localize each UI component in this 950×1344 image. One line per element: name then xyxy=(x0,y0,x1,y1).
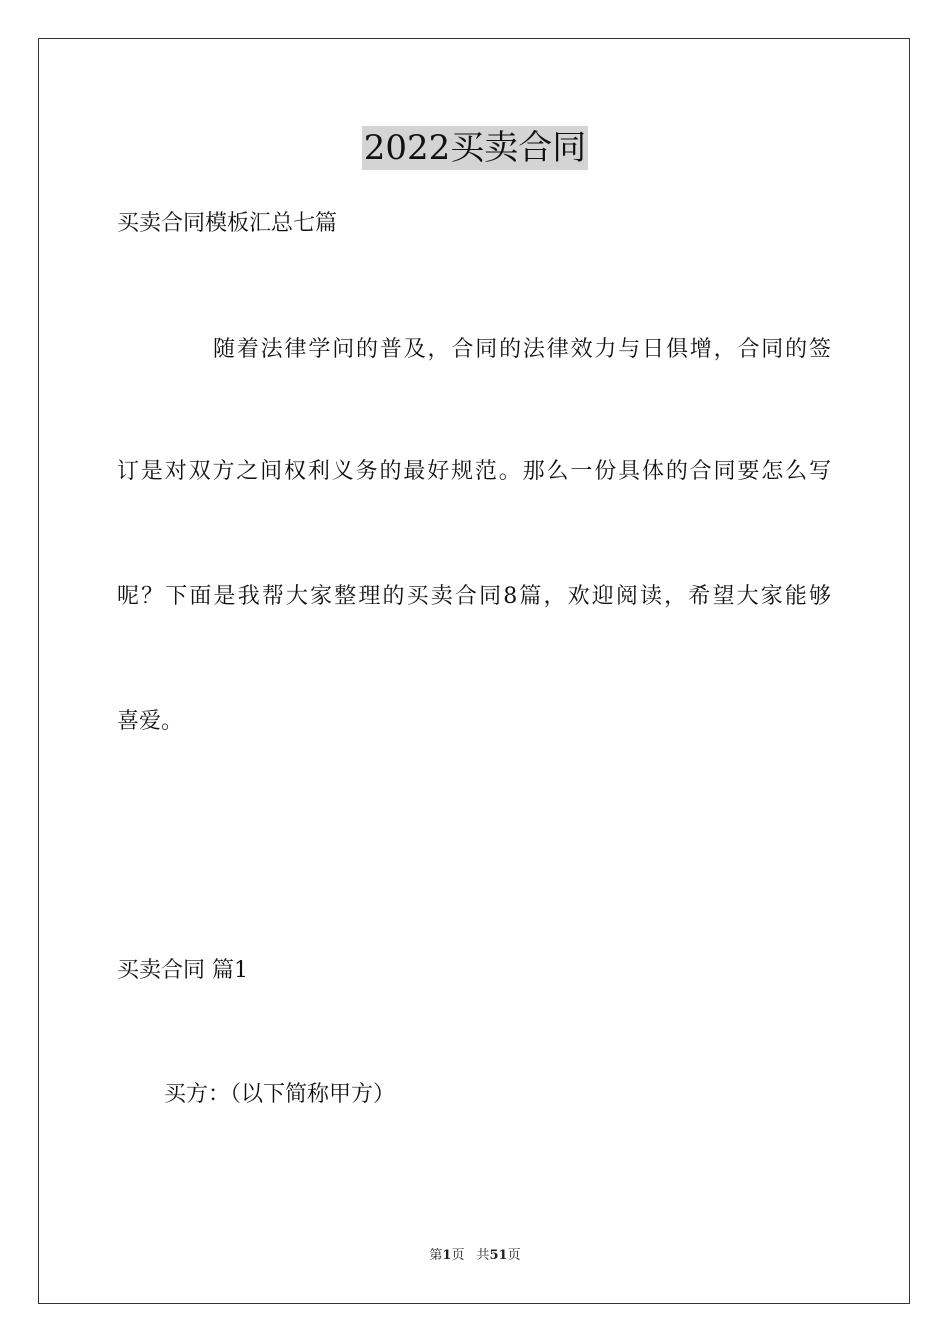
document-title: 2022买卖合同 xyxy=(363,128,587,168)
title-container xyxy=(0,126,950,170)
footer-total-prefix: 共 xyxy=(476,1248,490,1263)
intro-line-3: 呢？下面是我帮大家整理的买卖合同8篇，欢迎阅读，希望大家能够 xyxy=(117,584,831,609)
section-heading: 买卖合同 篇1 xyxy=(117,958,248,983)
footer-total-suffix: 页 xyxy=(507,1248,521,1263)
buyer-line: 买方：（以下简称甲方） xyxy=(164,1082,396,1107)
footer-page-prefix: 第 xyxy=(429,1248,443,1263)
page-footer xyxy=(0,1247,950,1265)
intro-line-2: 订是对双方之间权利义务的最好规范。那么一份具体的合同要怎么写 xyxy=(117,459,831,484)
document-subtitle: 买卖合同模板汇总七篇 xyxy=(117,211,338,236)
footer-page-suffix: 页 xyxy=(451,1248,465,1263)
footer-page-number: 1 xyxy=(442,1248,452,1263)
intro-line-4: 喜爱。 xyxy=(117,709,184,734)
footer-total-pages: 51 xyxy=(489,1248,508,1263)
intro-line-1: 随着法律学问的普及，合同的法律效力与日俱增，合同的签 xyxy=(213,337,831,362)
